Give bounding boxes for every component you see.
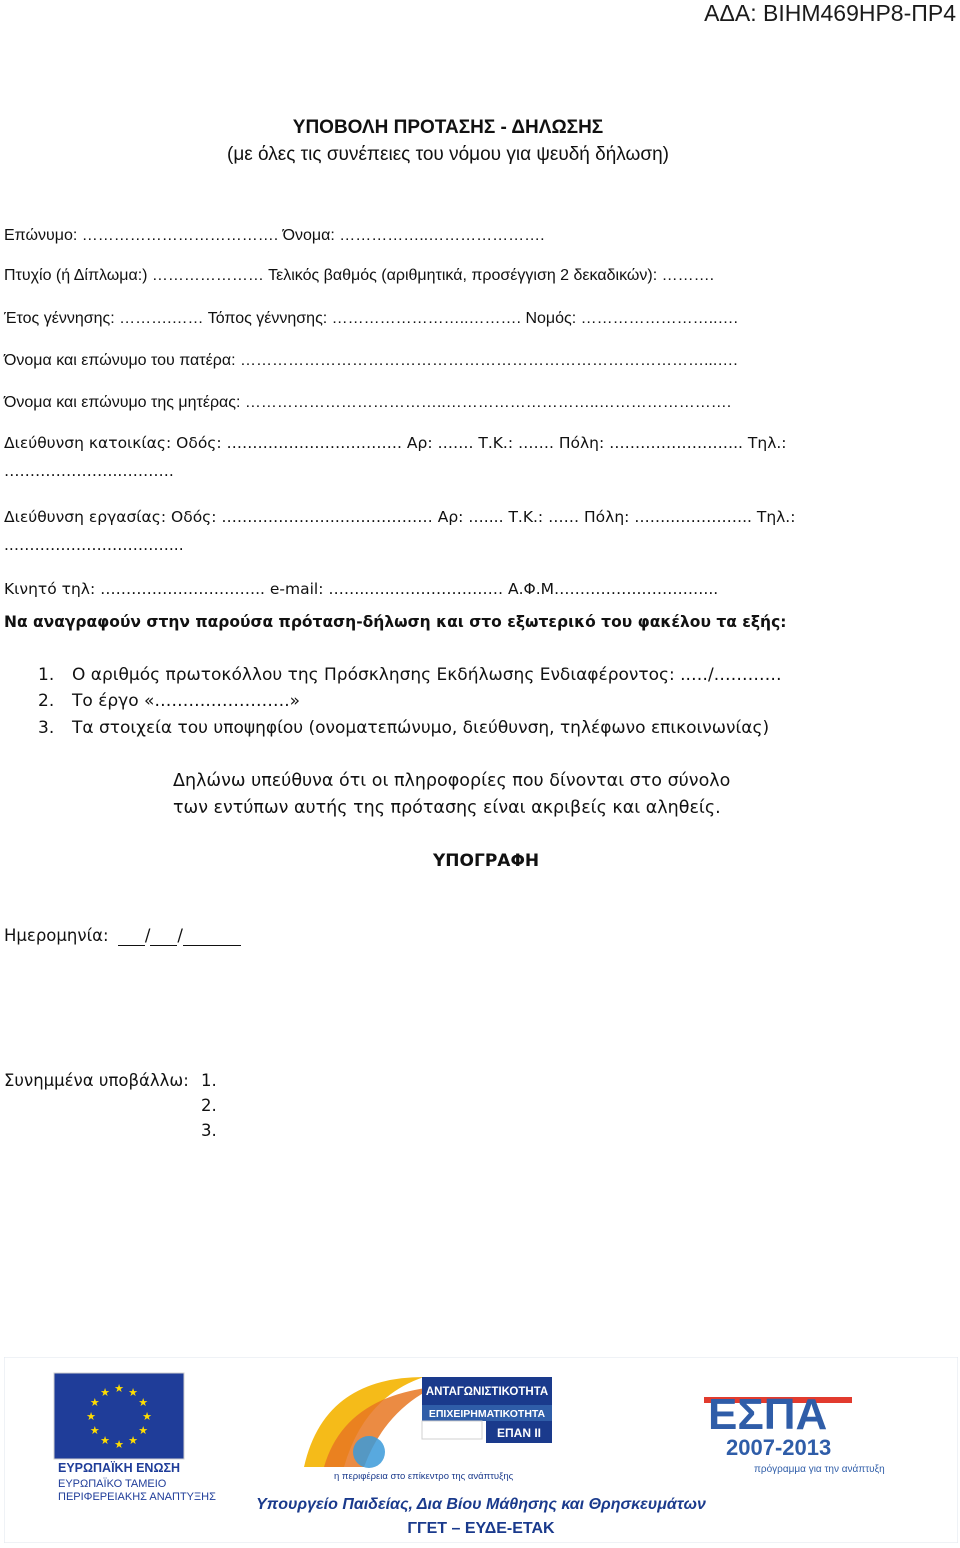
declaration-line-2: των εντύπων αυτής της πρότασης είναι ακριβείς και αληθείς. bbox=[173, 798, 721, 818]
list-item-text: Τα στοιχεία του υποψηφίου (ονοματεπώνυμο, διεύθυνση, τηλέφωνο επικοινωνίας) bbox=[72, 718, 770, 738]
birth-field-line[interactable]: Έτος γέννησης: ……….…… Τόπος γέννησης: ……………………..………. Νομός: ……………………..…. bbox=[4, 310, 738, 327]
page-title: ΥΠΟΒΟΛΗ ΠΡΟΤΑΣΗΣ - ΔΗΛΩΣΗΣ bbox=[292, 117, 604, 138]
eu-star-icon: ★ bbox=[89, 1424, 100, 1437]
eu-regional: ΠΕΡΙΦΕΡΕΙΑΚΗΣ ΑΝΑΠΤΥΞΗΣ bbox=[58, 1491, 216, 1503]
list-item bbox=[38, 691, 300, 711]
home-address-field-line[interactable]: Διεύθυνση κατοικίας: Οδός: ……………………………. Αρ: ……. Τ.Κ.: ……. Πόλη: …………………….. Τηλ.: bbox=[4, 434, 787, 452]
work-address-field-line[interactable]: Διεύθυνση εργασίας: Οδός: …………………..……………… Αρ: ….... Τ.Κ.: …… Πόλη: ……..……….….. Τηλ.: bbox=[4, 508, 796, 526]
eu-fund: ΕΥΡΩΠΑΪΚΟ ΤΑΜΕΙΟ bbox=[58, 1478, 167, 1490]
eu-star-icon: ★ bbox=[86, 1410, 96, 1423]
eu-star-icon: ★ bbox=[138, 1396, 149, 1409]
attachment-item: 1. bbox=[201, 1071, 217, 1090]
epan-title-1: ΑΝΤΑΓΩΝΙΣΤΙΚΟΤΗΤΑ bbox=[425, 1386, 549, 1398]
epan-slogan: η περιφέρεια στο επίκεντρο της ανάπτυξης bbox=[334, 1471, 514, 1482]
list-item-text: Το έργο «………..………….» bbox=[72, 691, 301, 711]
attachments-label: Συνημμένα υποβάλλω: bbox=[4, 1071, 189, 1090]
eu-star-icon: ★ bbox=[100, 1434, 110, 1448]
attachment-item: 2. bbox=[201, 1096, 217, 1115]
eu-star-icon: ★ bbox=[128, 1385, 138, 1399]
attachment-item: 3. bbox=[201, 1121, 217, 1140]
eu-star-icon: ★ bbox=[100, 1385, 110, 1399]
eu-star-icon: ★ bbox=[114, 1438, 124, 1451]
date-field[interactable]: Ημερομηνία: / / bbox=[4, 926, 241, 946]
espa-years: 2007-2013 bbox=[726, 1435, 832, 1460]
document-code: ΑΔΑ: ΒΙΗΜ469ΗΡ8-ΠΡ4 bbox=[704, 0, 956, 26]
funding-logos-svg bbox=[4, 1357, 958, 1543]
list-item bbox=[38, 718, 769, 738]
espa-title: ΕΣΠΑ bbox=[708, 1390, 828, 1439]
eu-title: ΕΥΡΩΠΑΪΚΗ ΕΝΩΣΗ bbox=[58, 1461, 181, 1475]
eu-star-icon: ★ bbox=[128, 1434, 138, 1448]
mother-name-field-line[interactable]: Όνομα και επώνυμο της μητέρας: ………………………………..………………………..……………………. bbox=[4, 394, 732, 411]
eu-star-icon: ★ bbox=[114, 1382, 124, 1395]
ministry-name: Υπουργείο Παιδείας, Δια Βίου Μάθησης και Θρησκευμάτων bbox=[256, 1496, 706, 1513]
list-item-number: 3. bbox=[38, 718, 55, 738]
degree-field-line[interactable]: Πτυχίο (ή Δίπλωμα:) ………………… Τελικός βαθμός (αριθμητικά, προσέγγιση 2 δεκαδικών): ………. bbox=[4, 267, 715, 284]
list-item-text: Ο αριθμός πρωτοκόλλου της Πρόσκλησης Εκδήλωσης Ενδιαφέροντος: ..…/………… bbox=[72, 665, 782, 685]
date-day-blank[interactable] bbox=[118, 926, 145, 946]
eu-star-icon: ★ bbox=[89, 1396, 100, 1409]
contact-field-line[interactable]: Κινητό τηλ: ………………………….. e-mail: ……..…..………………… Α.Φ.Μ……………..…………... bbox=[4, 580, 719, 598]
declaration-line-1: Δηλώνω υπεύθυνα ότι οι πληροφορίες που δίνονται στο σύνολο bbox=[173, 771, 731, 791]
funding-logos-banner bbox=[4, 1357, 958, 1543]
eu-star-icon: ★ bbox=[142, 1410, 152, 1423]
list-item bbox=[38, 665, 782, 685]
eu-star-icon: ★ bbox=[138, 1424, 149, 1437]
home-phone-field-line[interactable]: …………………..………. bbox=[4, 462, 174, 480]
agency-name: ΓΓΕΤ – ΕΥΔΕ-ΕΤΑΚ bbox=[407, 1520, 555, 1537]
name-field-line[interactable]: Επώνυμο: ………………………………. Όνομα: ……………..…………………. bbox=[4, 227, 545, 244]
father-name-field-line[interactable]: Όνομα και επώνυμο του πατέρα: ……………………………………………………………………………...…. bbox=[4, 352, 738, 369]
work-phone-field-line[interactable]: ..…………………………... bbox=[4, 536, 184, 554]
date-year-blank[interactable] bbox=[183, 926, 241, 946]
date-month-blank[interactable] bbox=[150, 926, 177, 946]
eu-flag-icon bbox=[54, 1373, 184, 1459]
list-item-number: 1. bbox=[38, 665, 55, 685]
list-item-number: 2. bbox=[38, 691, 55, 711]
signature-heading: ΥΠΟΓΡΑΦΗ bbox=[433, 851, 540, 871]
epan-badge: ΕΠΑΝ II bbox=[496, 1426, 542, 1440]
envelope-instruction: Να αναγραφούν στην παρούσα πρόταση-δήλωση και στο εξωτερικό του φακέλου τα εξής: bbox=[4, 613, 787, 631]
epan-title-2: ΕΠΙΧΕΙΡΗΜΑΤΙΚΟΤΗΤΑ bbox=[428, 1408, 546, 1420]
espa-slogan: πρόγραμμα για την ανάπτυξη bbox=[754, 1464, 885, 1475]
page-subtitle: (με όλες τις συνέπειες του νόμου για ψευδή δήλωση) bbox=[227, 144, 669, 165]
date-label: Ημερομηνία: bbox=[4, 926, 109, 945]
